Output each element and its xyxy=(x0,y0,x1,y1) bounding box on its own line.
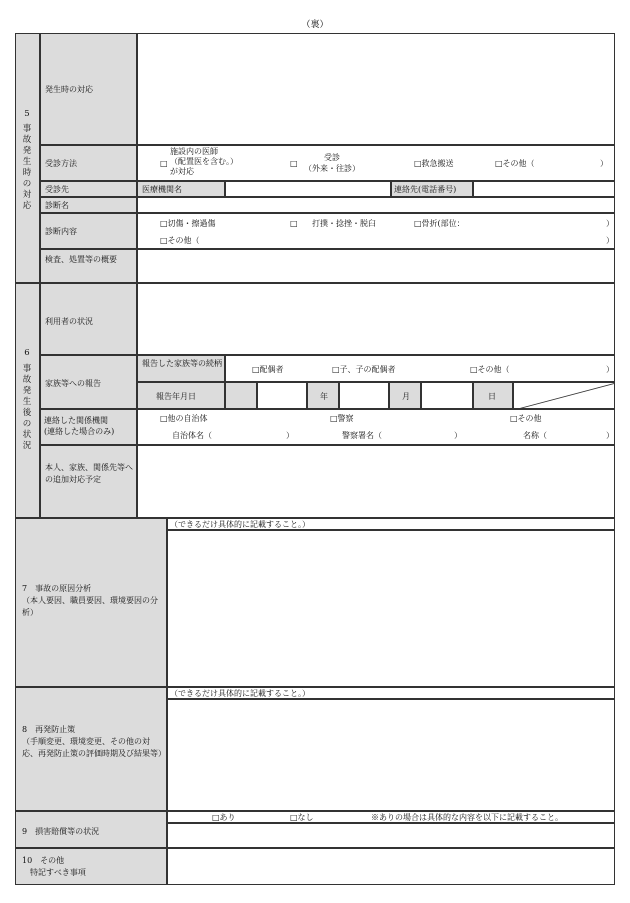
section5-title: 事故発生時の対応 xyxy=(22,124,32,211)
damages-label: 9 損害賠償等の状況 xyxy=(15,811,167,848)
section6-side xyxy=(15,283,40,518)
exam-label: 検査、処置等の概要 xyxy=(40,249,137,283)
other-label: 10 その他 特記すべき事項 xyxy=(15,848,167,885)
damages-options xyxy=(167,811,615,823)
cause-analysis-note: （できるだけ具体的に記載すること。） xyxy=(167,518,615,530)
damages-no[interactable]: □なし xyxy=(290,813,314,822)
section5-number: 5 xyxy=(24,109,30,119)
visit-method-label: 受診方法 xyxy=(40,145,137,181)
agency-opt2-sub: 警察署名（ xyxy=(342,431,382,440)
diagonal-slash xyxy=(514,383,615,409)
user-status-label: 利用者の状況 xyxy=(40,283,137,355)
visit-opt1-checkbox[interactable]: □ xyxy=(160,159,168,168)
rel-opt3-close: ） xyxy=(606,365,614,374)
agency-label: 連絡した関係機関 (連絡した場合のみ) xyxy=(40,409,137,445)
response-field[interactable] xyxy=(137,33,615,145)
followup-label: 本人、家族、関係先等への追加対応予定 xyxy=(40,445,137,518)
prevention-field[interactable] xyxy=(167,699,615,811)
agency-opt1-close: ） xyxy=(286,431,294,440)
other-field[interactable] xyxy=(167,848,615,885)
agency-opt2-close: ） xyxy=(454,431,462,440)
visit-opt4[interactable]: □その他（ xyxy=(495,159,535,168)
visit-opt2-checkbox[interactable]: □ xyxy=(290,159,298,168)
visit-dest-label: 受診先 xyxy=(40,181,137,197)
agency-opt1-sub: 自治体名（ xyxy=(172,431,212,440)
damages-field[interactable] xyxy=(167,823,615,848)
diag-opt4[interactable]: □その他（ xyxy=(160,236,200,245)
section6-number: 6 xyxy=(24,348,30,358)
diag-content-field[interactable] xyxy=(137,213,615,249)
relation-field[interactable] xyxy=(225,355,615,382)
exam-field[interactable] xyxy=(137,249,615,283)
agency-opt2[interactable]: □警察 xyxy=(330,414,354,423)
relation-label: 報告した家族等の続柄 xyxy=(137,355,225,382)
contact-field[interactable] xyxy=(473,181,615,197)
section5-side xyxy=(15,33,40,283)
response-label: 発生時の対応 xyxy=(40,33,137,145)
visit-opt4-close: ） xyxy=(600,159,608,168)
visit-method-field[interactable] xyxy=(137,145,615,181)
report-month-label: 月 xyxy=(389,382,421,409)
cause-analysis-label: 7 事故の原因分析 （本人要因、職員要因、環境要因の分析） xyxy=(15,518,167,687)
damages-yes[interactable]: □あり xyxy=(212,813,236,822)
report-date-label: 報告年月日 xyxy=(137,382,225,409)
report-day-label: 日 xyxy=(473,382,513,409)
agency-opt3-sub: 名称（ xyxy=(523,431,547,440)
hospital-field[interactable] xyxy=(225,181,391,197)
rel-opt3[interactable]: □その他（ xyxy=(470,365,510,374)
report-year-field[interactable] xyxy=(257,382,307,409)
damages-note: ※ありの場合は具体的な内容を以下に記載すること。 xyxy=(371,813,563,822)
diag-opt1[interactable]: □切傷・擦過傷 xyxy=(160,219,216,228)
agency-opt1[interactable]: □他の自治体 xyxy=(160,414,208,423)
page-title: （裏） xyxy=(301,20,329,30)
diagnosis-field[interactable] xyxy=(137,197,615,213)
diag-opt4-close: ） xyxy=(606,236,614,245)
prevention-note: （できるだけ具体的に記載すること。） xyxy=(167,687,615,699)
diag-opt3-close: ） xyxy=(606,219,614,228)
contact-label: 連絡先(電話番号) xyxy=(391,181,473,197)
diag-opt2-label: 打撲・捻挫・脱臼 xyxy=(312,219,376,228)
diag-content-label: 診断内容 xyxy=(40,213,137,249)
report-month-value[interactable] xyxy=(421,382,473,409)
family-report-label: 家族等への報告 xyxy=(40,355,137,409)
diagnosis-label: 診断名 xyxy=(40,197,137,213)
visit-opt3[interactable]: □救急搬送 xyxy=(414,159,454,168)
rel-opt1[interactable]: □配偶者 xyxy=(252,365,284,374)
prevention-label: 8 再発防止策 （手順変更、環境変更、その他の対応、再発防止策の評価時期及び結果等） xyxy=(15,687,167,811)
report-date-era xyxy=(225,382,257,409)
section6-title: 事故発生後の状況 xyxy=(22,364,32,451)
user-status-field[interactable] xyxy=(137,283,615,355)
report-day-value[interactable] xyxy=(513,382,615,409)
report-year-value[interactable] xyxy=(339,382,389,409)
cause-analysis-field[interactable] xyxy=(167,530,615,687)
diag-opt3[interactable]: □骨折(部位： xyxy=(414,219,465,228)
agency-opt3-close: ） xyxy=(606,431,614,440)
hospital-label: 医療機関名 xyxy=(137,181,225,197)
visit-opt1-label: 施設内の医師 （配置医を含む。） が対応 xyxy=(170,147,238,176)
agency-opt3[interactable]: □その他 xyxy=(510,414,542,423)
report-year-label: 年 xyxy=(307,382,339,409)
agency-field[interactable] xyxy=(137,409,615,445)
visit-opt2-label: 受診 （外来・往診） xyxy=(304,153,360,173)
rel-opt2[interactable]: □子、子の配偶者 xyxy=(332,365,396,374)
followup-field[interactable] xyxy=(137,445,615,518)
diag-opt2-checkbox[interactable]: □ xyxy=(290,219,298,228)
